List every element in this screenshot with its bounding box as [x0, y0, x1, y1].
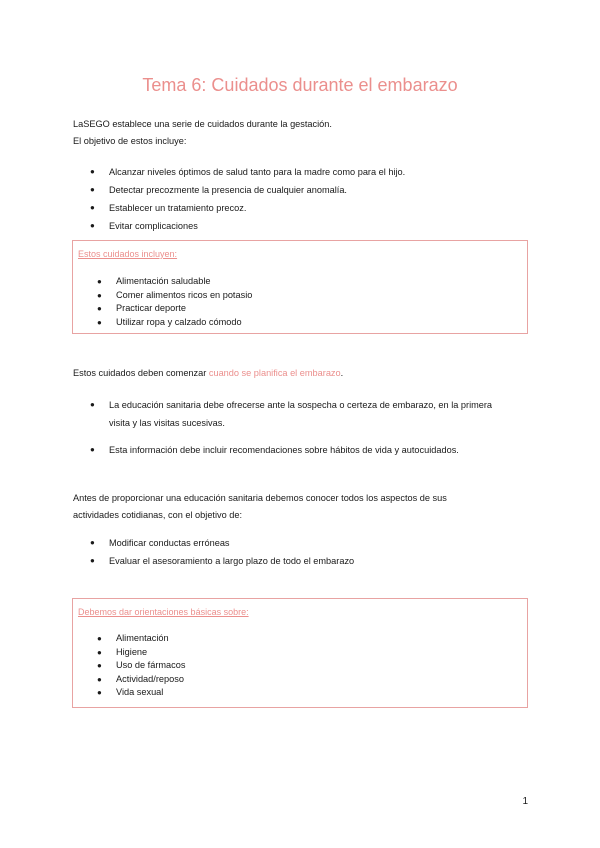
bullet-icon: ●: [90, 445, 95, 454]
intro-line-2: El objetivo de estos incluye:: [73, 136, 187, 146]
list-item: ● Practicar deporte: [97, 302, 252, 316]
bullet-icon: ●: [90, 538, 95, 547]
start-paragraph: Estos cuidados deben comenzar cuando se planifica el embarazo.: [73, 368, 344, 378]
bullet-icon: ●: [90, 400, 95, 409]
guidance-box: [72, 598, 528, 708]
bullet-icon: ●: [90, 556, 95, 565]
bullet-icon: ●: [90, 167, 95, 176]
list-item: ● Alimentación saludable: [97, 275, 252, 289]
list-item: ● Evaluar el asesoramiento a largo plazo de todo el embarazo: [90, 552, 354, 570]
list-item: ● Actividad/reposo: [97, 673, 185, 687]
list-item: ● Alcanzar niveles óptimos de salud tanto para la madre como para el hijo.: [90, 163, 405, 181]
list-item: ● Uso de fármacos: [97, 659, 185, 673]
bullet-icon: ●: [97, 634, 102, 643]
list-item: ● Comer alimentos ricos en potasio: [97, 289, 252, 303]
intro-line-1: LaSEGO establece una serie de cuidados durante la gestación.: [73, 119, 332, 129]
list-item: ● Modificar conductas erróneas: [90, 534, 354, 552]
guidance-list: [97, 632, 185, 700]
bullet-icon: ●: [97, 290, 102, 300]
before-line-2: actividades cotidianas, con el objetivo de:: [73, 510, 243, 520]
care-box: [72, 240, 528, 334]
bullet-icon: ●: [97, 661, 102, 670]
bullet-icon: ●: [97, 277, 102, 286]
list-item: ● Alimentación: [97, 632, 185, 646]
list-item: ● Detectar precozmente la presencia de cualquier anomalía.: [90, 181, 405, 199]
bullet-icon: ●: [97, 674, 102, 684]
guidance-box-title: Debemos dar orientaciones básicas sobre:: [78, 607, 249, 617]
start-highlight: cuando se planifica el embarazo: [208, 368, 341, 378]
page-title: Tema 6: Cuidados durante el embarazo: [142, 75, 458, 95]
bullet-icon: ●: [90, 185, 95, 194]
list-item: ● Evitar complicaciones: [90, 217, 405, 235]
bullet-icon: ●: [90, 221, 95, 230]
list-item: ● Establecer un tratamiento precoz.: [90, 199, 405, 217]
bullet-icon: ●: [97, 647, 102, 657]
list-item: ● Vida sexual: [97, 686, 185, 700]
list-item: ● Esta información debe incluir recomendaciones sobre hábitos de vida y autocuidados.: [90, 441, 492, 459]
before-line-1: Antes de proporcionar una educación sanitaria debemos conocer todos los aspectos de sus: [73, 493, 447, 503]
list-item: ● Utilizar ropa y calzado cómodo: [97, 316, 252, 330]
care-list: [97, 275, 252, 329]
care-box-title: Estos cuidados incluyen:: [78, 249, 178, 259]
education-list: [90, 396, 492, 459]
bullet-icon: ●: [97, 317, 102, 327]
list-item: ● Higiene: [97, 646, 185, 660]
goals-list: [90, 534, 354, 570]
bullet-icon: ●: [97, 688, 102, 697]
bullet-icon: ●: [97, 304, 102, 313]
objectives-list: [90, 163, 405, 235]
list-item: ● La educación sanitaria debe ofrecerse ante la sospecha o certeza de embarazo, en la primera visita y las visitas sucesivas.: [90, 396, 492, 432]
bullet-icon: ●: [90, 203, 95, 212]
page-number: 1: [522, 796, 528, 807]
